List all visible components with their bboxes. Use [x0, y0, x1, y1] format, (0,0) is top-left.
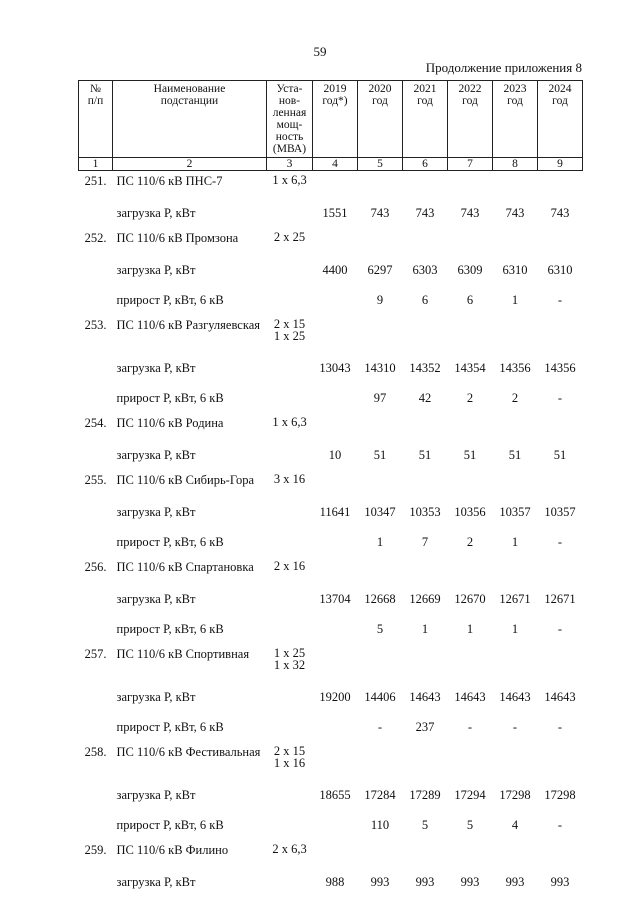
value-cell: 17289: [409, 787, 441, 802]
installed-capacity: [267, 198, 313, 228]
value-cell: [493, 171, 538, 199]
installed-capacity: [267, 353, 313, 383]
row-number: [79, 682, 113, 712]
value-cell: [538, 315, 583, 353]
value-cell: 237: [415, 719, 435, 734]
parameter-label: загрузка Р, кВт: [116, 874, 196, 889]
row-number: [79, 255, 113, 285]
value-cell: [538, 470, 583, 497]
value-cell: [538, 840, 583, 867]
value-cell: [493, 742, 538, 780]
parameter-label: загрузка Р, кВт: [116, 205, 196, 220]
row-number: [79, 285, 113, 315]
value-cell: 993: [505, 874, 525, 889]
value-cell: 1: [511, 534, 519, 549]
row-number: 258.: [84, 745, 107, 759]
column-number: 4: [313, 158, 358, 171]
value-cell: 10357: [544, 504, 576, 519]
row-number: [79, 867, 113, 897]
value-cell: -: [557, 621, 563, 636]
value-cell: [313, 171, 358, 199]
row-number: [79, 712, 113, 742]
value-cell: [313, 557, 358, 584]
value-cell: [313, 810, 358, 840]
parameter-label: загрузка Р, кВт: [116, 447, 196, 462]
row-number: [79, 614, 113, 644]
value-cell: [358, 840, 403, 867]
value-cell: 51: [463, 447, 477, 462]
value-cell: [403, 171, 448, 199]
column-number: 9: [538, 158, 583, 171]
substation-name: ПС 110/6 кВ ПНС-7: [116, 174, 223, 188]
row-number: [79, 810, 113, 840]
installed-capacity: [267, 255, 313, 285]
substation-name: ПС 110/6 кВ Спортивная: [116, 647, 250, 661]
value-cell: 12671: [499, 591, 531, 606]
value-cell: 10357: [499, 504, 531, 519]
value-cell: [313, 383, 358, 413]
value-cell: -: [512, 719, 518, 734]
value-cell: 12668: [364, 591, 396, 606]
value-cell: 14643: [544, 689, 576, 704]
table-row: [79, 198, 583, 228]
row-number: 254.: [84, 416, 107, 430]
value-cell: 5: [466, 817, 474, 832]
header-year: 2022 год: [448, 81, 493, 158]
row-number: [79, 527, 113, 557]
value-cell: 10: [328, 447, 342, 462]
value-cell: [358, 644, 403, 682]
table-row: [79, 255, 583, 285]
value-cell: 13043: [319, 360, 351, 375]
parameter-label: загрузка Р, кВт: [116, 504, 196, 519]
value-cell: [403, 557, 448, 584]
value-cell: [358, 171, 403, 199]
table-body: [79, 171, 583, 898]
parameter-label: прирост Р, кВт, 6 кВ: [116, 621, 224, 636]
value-cell: 17284: [364, 787, 396, 802]
value-cell: [538, 742, 583, 780]
value-cell: 5: [421, 817, 429, 832]
value-cell: 6297: [367, 262, 393, 277]
value-cell: [448, 470, 493, 497]
value-cell: 743: [415, 205, 435, 220]
column-number: 5: [358, 158, 403, 171]
value-cell: 743: [550, 205, 570, 220]
table-row: [79, 497, 583, 527]
value-cell: [493, 557, 538, 584]
value-cell: [313, 614, 358, 644]
header-year: 2024 год: [538, 81, 583, 158]
value-cell: 14356: [544, 360, 576, 375]
value-cell: [403, 840, 448, 867]
column-number: 3: [267, 158, 313, 171]
value-cell: 51: [553, 447, 567, 462]
installed-capacity: 2 х 6,3: [272, 842, 307, 856]
table-row: [79, 867, 583, 897]
substation-name: ПС 110/6 кВ Фестивальная: [116, 745, 261, 759]
installed-capacity: 2 х 16: [273, 559, 306, 573]
header-year: 2020 год: [358, 81, 403, 158]
row-number: 255.: [84, 473, 107, 487]
substation-name: ПС 110/6 кВ Промзона: [116, 231, 239, 245]
value-cell: 12670: [454, 591, 486, 606]
installed-capacity: [267, 285, 313, 315]
value-cell: [403, 228, 448, 255]
installed-capacity: 2 х 25: [273, 230, 306, 244]
value-cell: 18655: [319, 787, 351, 802]
row-number: [79, 584, 113, 614]
value-cell: 1: [511, 621, 519, 636]
value-cell: 993: [370, 874, 390, 889]
value-cell: [313, 315, 358, 353]
table-row: [79, 285, 583, 315]
value-cell: 1551: [322, 205, 348, 220]
value-cell: 6310: [547, 262, 573, 277]
installed-capacity: 2 х 15 1 х 16: [273, 744, 306, 770]
value-cell: [313, 742, 358, 780]
row-number: [79, 353, 113, 383]
value-cell: 2: [511, 390, 519, 405]
row-number: [79, 198, 113, 228]
value-cell: [448, 315, 493, 353]
value-cell: 743: [505, 205, 525, 220]
installed-capacity: 2 х 15 1 х 25: [273, 317, 306, 343]
installed-capacity: 1 х 6,3: [272, 415, 307, 429]
installed-capacity: [267, 780, 313, 810]
value-cell: 14352: [409, 360, 441, 375]
column-number: 6: [403, 158, 448, 171]
value-cell: 9: [376, 292, 384, 307]
value-cell: 993: [415, 874, 435, 889]
column-number: 8: [493, 158, 538, 171]
value-cell: 743: [370, 205, 390, 220]
value-cell: [313, 644, 358, 682]
substation-load-table: [78, 80, 583, 897]
value-cell: 1: [376, 534, 384, 549]
installed-capacity: [267, 614, 313, 644]
substation-name: ПС 110/6 кВ Разгуляевская: [116, 318, 261, 332]
installed-capacity: [267, 440, 313, 470]
installed-capacity: [267, 867, 313, 897]
value-cell: 14643: [454, 689, 486, 704]
value-cell: 1: [466, 621, 474, 636]
table-row: [79, 527, 583, 557]
header-year: 2019 год*): [313, 81, 358, 158]
value-cell: [313, 413, 358, 440]
value-cell: [493, 413, 538, 440]
value-cell: [358, 228, 403, 255]
column-number: 2: [113, 158, 267, 171]
value-cell: 14406: [364, 689, 396, 704]
value-cell: 51: [373, 447, 387, 462]
page-number: 59: [313, 44, 327, 59]
substation-row: [79, 840, 583, 867]
column-number: 7: [448, 158, 493, 171]
value-cell: 7: [421, 534, 429, 549]
substation-name: ПС 110/6 кВ Филино: [116, 843, 229, 857]
value-cell: 51: [508, 447, 522, 462]
value-cell: 12669: [409, 591, 441, 606]
value-cell: [448, 742, 493, 780]
substation-row: [79, 171, 583, 199]
row-number: 257.: [84, 647, 107, 661]
value-cell: 19200: [319, 689, 351, 704]
value-cell: [538, 644, 583, 682]
value-cell: 6303: [412, 262, 438, 277]
value-cell: -: [557, 390, 563, 405]
value-cell: 17298: [544, 787, 576, 802]
parameter-label: загрузка Р, кВт: [116, 689, 196, 704]
table-row: [79, 712, 583, 742]
value-cell: [493, 315, 538, 353]
table-row: [79, 440, 583, 470]
value-cell: 4400: [322, 262, 348, 277]
value-cell: [448, 644, 493, 682]
value-cell: 2: [466, 534, 474, 549]
substation-row: [79, 742, 583, 780]
substation-row: [79, 644, 583, 682]
table-row: [79, 383, 583, 413]
installed-capacity: [267, 497, 313, 527]
table-row: [79, 810, 583, 840]
header-no: № п/п: [79, 81, 113, 158]
parameter-label: прирост Р, кВт, 6 кВ: [116, 292, 224, 307]
value-cell: [313, 228, 358, 255]
value-cell: 14643: [409, 689, 441, 704]
value-cell: 11641: [319, 504, 351, 519]
continuation-title: Продолжение приложения 8: [425, 60, 582, 75]
column-number-row: [79, 158, 583, 171]
header-year: 2021 год: [403, 81, 448, 158]
value-cell: 6310: [502, 262, 528, 277]
table-row: [79, 780, 583, 810]
parameter-label: прирост Р, кВт, 6 кВ: [116, 390, 224, 405]
value-cell: -: [467, 719, 473, 734]
value-cell: 10356: [454, 504, 486, 519]
row-number: [79, 780, 113, 810]
value-cell: [493, 840, 538, 867]
value-cell: 14356: [499, 360, 531, 375]
row-number: [79, 383, 113, 413]
installed-capacity: [267, 584, 313, 614]
header-capacity: Уста- нов- ленная мощ- ность (МВА): [267, 81, 313, 158]
value-cell: -: [557, 719, 563, 734]
value-cell: 42: [418, 390, 432, 405]
value-cell: [493, 470, 538, 497]
header-row: [79, 81, 583, 158]
installed-capacity: 3 х 16: [273, 472, 306, 486]
value-cell: 14354: [454, 360, 486, 375]
row-number: [79, 497, 113, 527]
value-cell: -: [557, 534, 563, 549]
value-cell: [358, 315, 403, 353]
value-cell: 4: [511, 817, 519, 832]
value-cell: [403, 742, 448, 780]
value-cell: 993: [460, 874, 480, 889]
table-row: [79, 614, 583, 644]
value-cell: 2: [466, 390, 474, 405]
value-cell: [403, 315, 448, 353]
value-cell: [448, 557, 493, 584]
value-cell: 743: [460, 205, 480, 220]
value-cell: 10353: [409, 504, 441, 519]
value-cell: [358, 413, 403, 440]
value-cell: 5: [376, 621, 384, 636]
value-cell: [313, 285, 358, 315]
installed-capacity: [267, 682, 313, 712]
value-cell: [358, 742, 403, 780]
value-cell: [448, 171, 493, 199]
parameter-label: загрузка Р, кВт: [116, 591, 196, 606]
substation-name: ПС 110/6 кВ Спартановка: [116, 560, 254, 574]
installed-capacity: 1 х 25 1 х 32: [273, 646, 306, 672]
substation-row: [79, 315, 583, 353]
column-number: 1: [79, 158, 113, 171]
value-cell: 6: [466, 292, 474, 307]
value-cell: 51: [418, 447, 432, 462]
value-cell: [448, 228, 493, 255]
installed-capacity: [267, 810, 313, 840]
value-cell: 110: [370, 817, 390, 832]
substation-row: [79, 470, 583, 497]
substation-name: ПС 110/6 кВ Родина: [116, 416, 224, 430]
value-cell: [448, 413, 493, 440]
value-cell: 988: [325, 874, 345, 889]
header-name: Наименование подстанции: [113, 81, 267, 158]
value-cell: [448, 840, 493, 867]
value-cell: [403, 644, 448, 682]
table-row: [79, 682, 583, 712]
substation-row: [79, 228, 583, 255]
value-cell: [493, 644, 538, 682]
value-cell: [358, 470, 403, 497]
row-number: 252.: [84, 231, 107, 245]
row-number: [79, 440, 113, 470]
substation-row: [79, 413, 583, 440]
value-cell: 14310: [364, 360, 396, 375]
value-cell: 97: [373, 390, 387, 405]
value-cell: [313, 840, 358, 867]
parameter-label: загрузка Р, кВт: [116, 360, 196, 375]
value-cell: [403, 413, 448, 440]
parameter-label: загрузка Р, кВт: [116, 787, 196, 802]
substation-row: [79, 557, 583, 584]
installed-capacity: 1 х 6,3: [272, 173, 307, 187]
parameter-label: прирост Р, кВт, 6 кВ: [116, 534, 224, 549]
value-cell: 17294: [454, 787, 486, 802]
value-cell: [493, 228, 538, 255]
value-cell: 10347: [364, 504, 396, 519]
row-number: 253.: [84, 318, 107, 332]
value-cell: 6309: [457, 262, 483, 277]
value-cell: [538, 557, 583, 584]
value-cell: [538, 413, 583, 440]
value-cell: -: [557, 292, 563, 307]
value-cell: 12671: [544, 591, 576, 606]
value-cell: 1: [421, 621, 429, 636]
value-cell: 13704: [319, 591, 351, 606]
value-cell: 17298: [499, 787, 531, 802]
row-number: 259.: [84, 843, 107, 857]
header-year: 2023 год: [493, 81, 538, 158]
parameter-label: прирост Р, кВт, 6 кВ: [116, 719, 224, 734]
installed-capacity: [267, 383, 313, 413]
value-cell: [313, 470, 358, 497]
value-cell: 14643: [499, 689, 531, 704]
value-cell: -: [377, 719, 383, 734]
parameter-label: загрузка Р, кВт: [116, 262, 196, 277]
table-row: [79, 584, 583, 614]
value-cell: 993: [550, 874, 570, 889]
value-cell: -: [557, 817, 563, 832]
table-row: [79, 353, 583, 383]
value-cell: [358, 557, 403, 584]
value-cell: 1: [511, 292, 519, 307]
parameter-label: прирост Р, кВт, 6 кВ: [116, 817, 224, 832]
value-cell: [313, 712, 358, 742]
installed-capacity: [267, 527, 313, 557]
value-cell: [313, 527, 358, 557]
value-cell: [403, 470, 448, 497]
value-cell: [538, 171, 583, 199]
row-number: 251.: [84, 174, 107, 188]
value-cell: 6: [421, 292, 429, 307]
substation-name: ПС 110/6 кВ Сибирь-Гора: [116, 473, 255, 487]
installed-capacity: [267, 712, 313, 742]
row-number: 256.: [84, 560, 107, 574]
value-cell: [538, 228, 583, 255]
